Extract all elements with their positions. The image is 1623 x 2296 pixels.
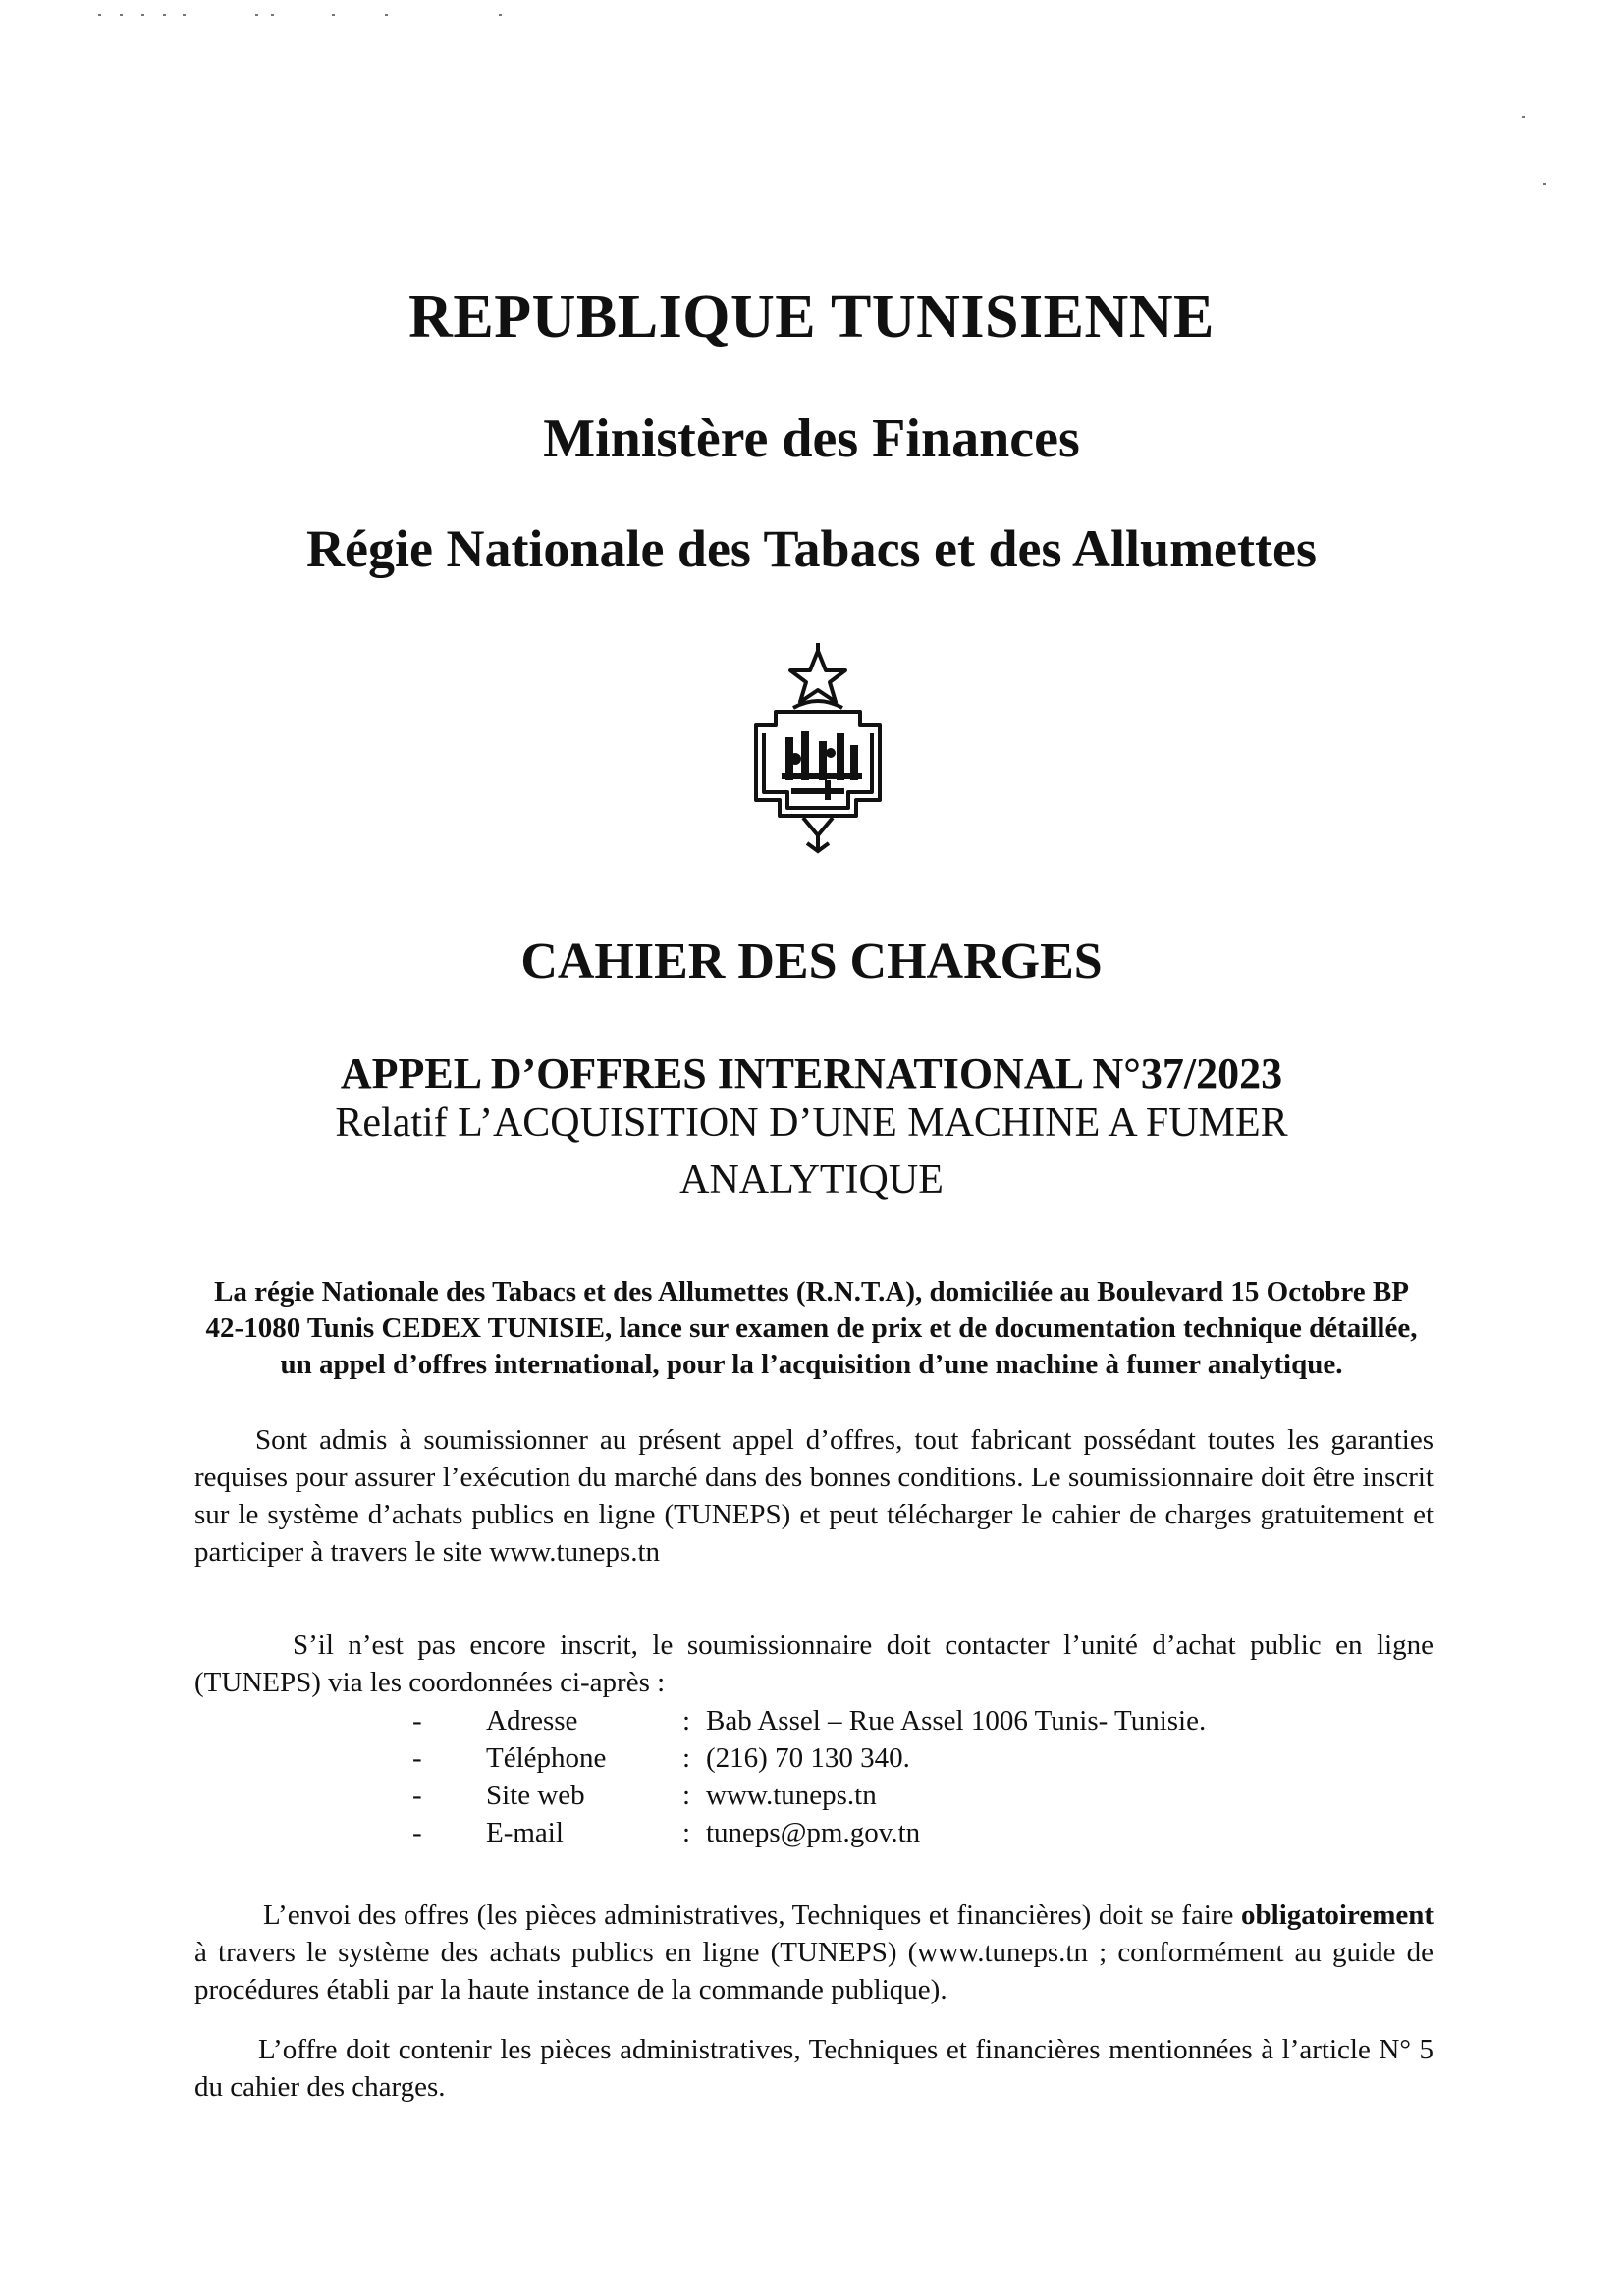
- contact-bullet: -: [412, 1780, 422, 1811]
- tender-subject-line2: ANALYTIQUE: [679, 1157, 944, 1202]
- offer-content-paragraph: L’offre doit contenir les pièces administratives, Techniques et financières mentionnées à l’article N° 5 du cahier des charges.: [194, 2034, 1434, 2103]
- contact-separator: :: [682, 1817, 691, 1848]
- country-heading: REPUBLIQUE TUNISIENNE: [408, 284, 1215, 350]
- registration-paragraph: S’il n’est pas encore inscrit, le soumissionnaire doit contacter l’unité d’achat public en ligne (TUNEPS) via les coordonnées ci-après :: [194, 1629, 1434, 1698]
- scan-speck: [1543, 183, 1546, 185]
- contact-value: tuneps@pm.gov.tn: [706, 1817, 921, 1848]
- eligibility-paragraph: Sont admis à soumissionner au présent appel d’offres, tout fabricant possédant toutes les garanties requises pour assurer l’exécution du marché dans des bonnes conditions. Le soumissionnaire doit être inscrit sur le système d’achats publics en ligne (TUNEPS) et peut télécharger le cahier de charges gratuitement et participer à travers le site www.tuneps.tn: [194, 1424, 1434, 1568]
- contact-label: Site web: [486, 1780, 585, 1811]
- agency-heading: Régie Nationale des Tabacs et des Allumettes: [306, 519, 1317, 578]
- document-type-heading: CAHIER DES CHARGES: [520, 934, 1103, 989]
- ministry-heading: Ministère des Finances: [543, 408, 1080, 469]
- contact-value: (216) 70 130 340.: [706, 1742, 910, 1774]
- contact-separator: :: [682, 1705, 691, 1736]
- submission-paragraph: [194, 1896, 1434, 2008]
- contact-bullet: -: [412, 1742, 422, 1774]
- contact-value: Bab Assel – Rue Assel 1006 Tunis- Tunisie.: [706, 1705, 1207, 1736]
- contact-value: www.tuneps.tn: [706, 1780, 877, 1811]
- contact-separator: :: [682, 1780, 691, 1811]
- tender-heading: APPEL D’OFFRES INTERNATIONAL N°37/2023: [340, 1049, 1283, 1097]
- contact-label: Téléphone: [486, 1742, 607, 1774]
- rnta-emblem-icon: [734, 643, 901, 854]
- contact-row-email: [412, 1814, 1206, 1851]
- scan-speck: [1522, 116, 1525, 118]
- contact-list: [412, 1702, 1206, 1851]
- submission-text-end: à travers le système des achats publics en ligne (TUNEPS) (www.tuneps.tn ; conformément au guide de procédures établi par la haute instance de la commande publique).: [194, 1937, 1434, 2005]
- scan-specks: [98, 10, 511, 22]
- intro-paragraph: La régie Nationale des Tabacs et des Allumettes (R.N.T.A), domiciliée au Boulevard 15 Octobre BP 42-1080 Tunis CEDEX TUNISIE, lance sur examen de prix et de documentation technique détaillée, un appel d’offres international, pour la l’acquisition d’une machine à fumer analytique.: [205, 1276, 1418, 1380]
- submission-mandatory-word: obligatoirement: [1241, 1899, 1434, 1931]
- contact-bullet: -: [412, 1817, 422, 1848]
- tender-subject-line1: Relatif L’ACQUISITION D’UNE MACHINE A FUMER: [335, 1100, 1288, 1146]
- contact-row-address: [412, 1702, 1206, 1739]
- contact-bullet: -: [412, 1705, 422, 1736]
- contact-label: E-mail: [486, 1817, 564, 1848]
- contact-label: Adresse: [486, 1705, 578, 1736]
- contact-separator: :: [682, 1742, 691, 1774]
- contact-row-website: [412, 1777, 1206, 1814]
- submission-text-start: L’envoi des offres (les pièces administratives, Techniques et financières) doit se faire: [263, 1899, 1234, 1931]
- contact-row-phone: [412, 1739, 1206, 1777]
